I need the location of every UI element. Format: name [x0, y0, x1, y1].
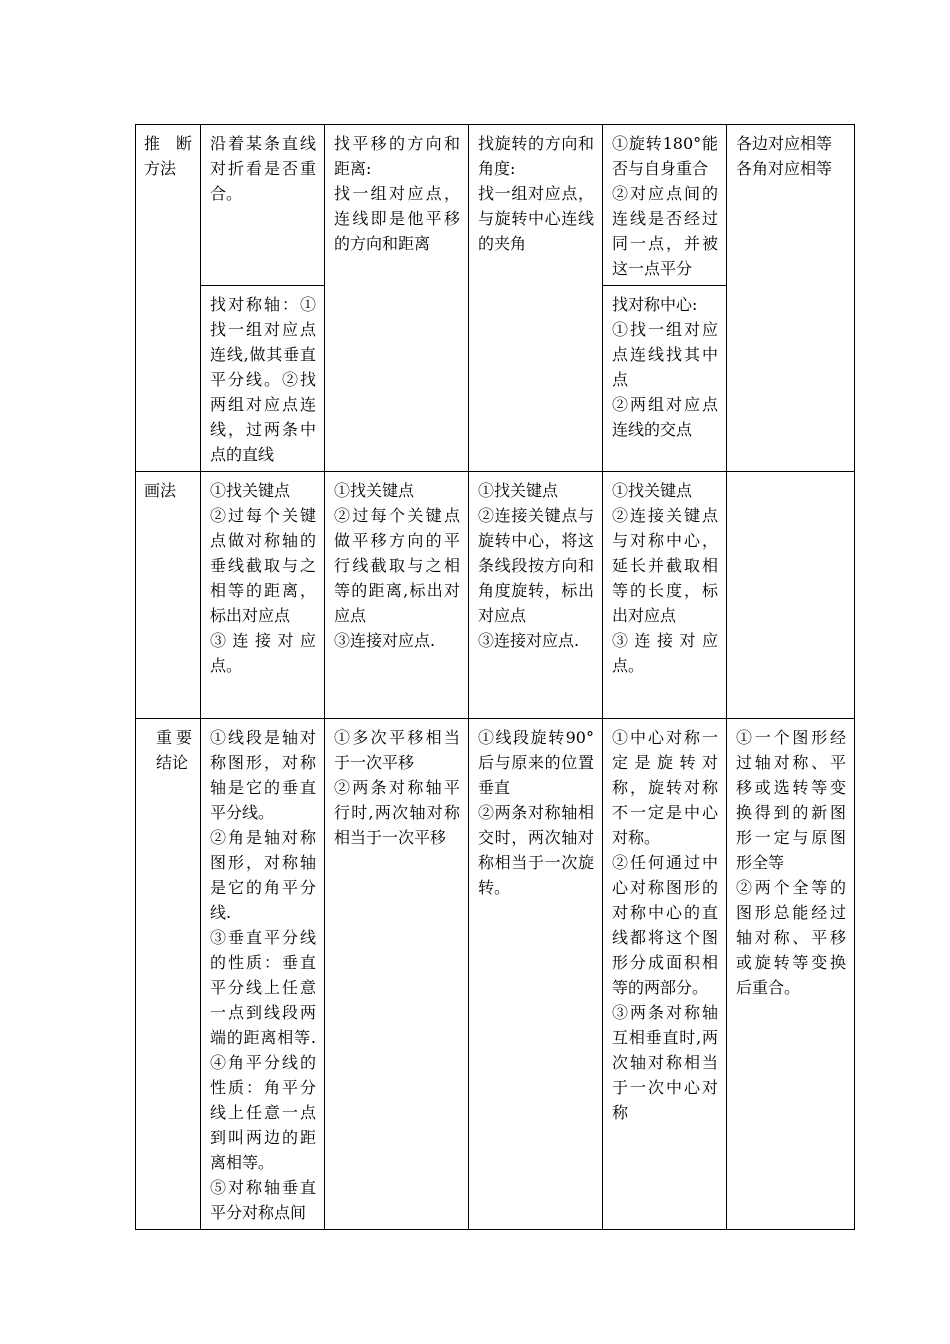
- drawing-translation-cell: ①找关键点 ②过每个关键点做平移方向的平行线截取与之相等的距离,标出对应点 ③连接对应点.: [325, 472, 469, 719]
- row-label-conclusion: 重要结论: [136, 719, 201, 1230]
- drawing-rotation-cell: ①找关键点 ②连接关键点与旋转中心，将这条线段按方向和角度旋转，标出对应点 ③连接对应点.: [469, 472, 603, 719]
- method-congruent-cell: 各边对应相等 各角对应相等: [727, 125, 855, 472]
- conclusion-translation-cell: ①多次平移相当于一次平移 ②两条对称轴平行时,两次轴对称相当于一次平移: [325, 719, 469, 1230]
- conclusion-congruent-cell: ①一个图形经过轴对称、平移或选转等变换得到的新图形一定与原图形全等 ②两个全等的图形总能经过轴对称、平移或旋转等变换后重合。: [727, 719, 855, 1230]
- conclusion-axial-cell: ①线段是轴对称图形，对称轴是它的垂直平分线。 ②角是轴对称图形，对称轴是它的角平分线. ③垂直平分线的性质：垂直平分线上任意一点到线段两端的距离相等.④角平分线的性质：角平分线上任意一点到叫两边的距离相等。 ⑤对称轴垂直平分对称点间: [201, 719, 325, 1230]
- conclusion-rotation-cell: ①线段旋转90°后与原来的位置垂直 ②两条对称轴相交时，两次轴对称相当于一次旋转。: [469, 719, 603, 1230]
- drawing-congruent-cell: [727, 472, 855, 719]
- row-label-method: 推 断方法: [136, 125, 201, 472]
- summary-table: [135, 124, 855, 1230]
- drawing-axial-cell: ①找关键点 ②过每个关键点做对称轴的垂线截取与之相等的距离，标出对应点 ③ 连 接 对 应点。: [201, 472, 325, 719]
- row-label-drawing: 画法: [136, 472, 201, 719]
- drawing-central-cell: ①找关键点 ②连接关键点与对称中心，延长并截取相等的长度，标出对应点 ③ 连 接 对 应点。: [603, 472, 727, 719]
- method-rotation-cell: 找旋转的方向和角度: 找一组对应点，与旋转中心连线的夹角: [469, 125, 603, 472]
- method-axial-bottom-cell: 找对称轴：①找一组对应点连线,做其垂直平分线。②找两组对应点连线，过两条中点的直线: [201, 286, 325, 472]
- method-axial-top-cell: 沿着某条直线对折看是否重合。: [201, 125, 325, 286]
- method-central-bottom-cell: 找对称中心: ①找一组对应点连线找其中点 ②两组对应点连线的交点: [603, 286, 727, 472]
- method-central-top-cell: ①旋转180°能否与自身重合 ②对应点间的连线是否经过同一点，并被这一点平分: [603, 125, 727, 286]
- method-translation-cell: 找平移的方向和距离: 找一组对应点，连线即是他平移的方向和距离: [325, 125, 469, 472]
- conclusion-central-cell: ①中心对称一定是旋转对称，旋转对称不一定是中心对称。 ②任何通过中心对称图形的对称中心的直线都将这个图形分成面积相等的两部分。 ③两条对称轴互相垂直时,两次轴对称相当于一次中心对称: [603, 719, 727, 1230]
